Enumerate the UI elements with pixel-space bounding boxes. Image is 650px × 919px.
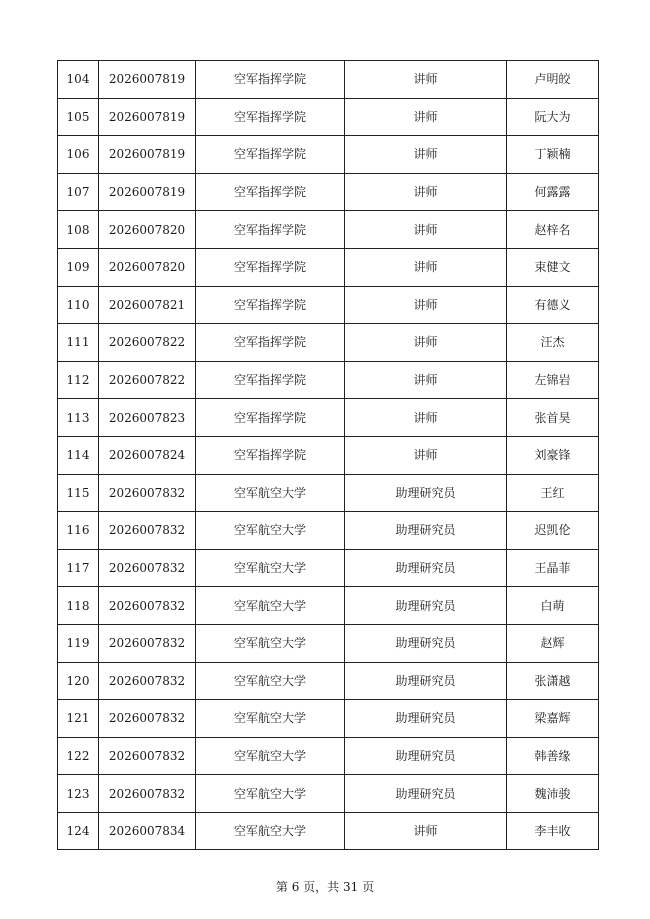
seq-cell: 110 [58,286,99,324]
code-cell: 2026007832 [99,587,196,625]
name-cell: 迟凯伦 [507,512,599,550]
unit-cell: 空军指挥学院 [196,61,345,99]
name-cell: 李丰收 [507,812,599,850]
seq-cell: 120 [58,662,99,700]
name-cell: 何露露 [507,173,599,211]
title-cell: 助理研究员 [345,549,507,587]
title-cell: 讲师 [345,812,507,850]
code-cell: 2026007820 [99,248,196,286]
title-cell: 讲师 [345,136,507,174]
table-row [58,775,599,813]
title-cell: 讲师 [345,173,507,211]
name-cell: 汪杰 [507,324,599,362]
unit-cell: 空军指挥学院 [196,286,345,324]
seq-cell: 107 [58,173,99,211]
title-cell: 讲师 [345,436,507,474]
unit-cell: 空军指挥学院 [196,436,345,474]
table-row [58,361,599,399]
name-cell: 赵辉 [507,624,599,662]
unit-cell: 空军航空大学 [196,662,345,700]
unit-cell: 空军指挥学院 [196,211,345,249]
unit-cell: 空军航空大学 [196,549,345,587]
name-cell: 阮大为 [507,98,599,136]
seq-cell: 113 [58,399,99,437]
seq-cell: 118 [58,587,99,625]
code-cell: 2026007834 [99,812,196,850]
table-row [58,211,599,249]
name-cell: 有德义 [507,286,599,324]
name-cell: 丁颖楠 [507,136,599,174]
table-row [58,624,599,662]
seq-cell: 117 [58,549,99,587]
name-cell: 白萌 [507,587,599,625]
title-cell: 讲师 [345,324,507,362]
title-cell: 讲师 [345,399,507,437]
title-cell: 助理研究员 [345,662,507,700]
unit-cell: 空军指挥学院 [196,136,345,174]
seq-cell: 104 [58,61,99,99]
seq-cell: 119 [58,624,99,662]
roster-table [57,60,599,850]
title-cell: 助理研究员 [345,700,507,738]
seq-cell: 124 [58,812,99,850]
name-cell: 韩善缘 [507,737,599,775]
name-cell: 左锦岩 [507,361,599,399]
code-cell: 2026007832 [99,662,196,700]
roster-table-body [58,61,599,850]
name-cell: 张潇越 [507,662,599,700]
unit-cell: 空军航空大学 [196,474,345,512]
unit-cell: 空军指挥学院 [196,361,345,399]
code-cell: 2026007822 [99,324,196,362]
seq-cell: 121 [58,700,99,738]
table-row [58,474,599,512]
table-row [58,61,599,99]
seq-cell: 123 [58,775,99,813]
seq-cell: 122 [58,737,99,775]
seq-cell: 109 [58,248,99,286]
title-cell: 助理研究员 [345,512,507,550]
name-cell: 赵梓名 [507,211,599,249]
table-row [58,173,599,211]
code-cell: 2026007820 [99,211,196,249]
code-cell: 2026007821 [99,286,196,324]
name-cell: 刘豪锋 [507,436,599,474]
table-row [58,549,599,587]
unit-cell: 空军航空大学 [196,812,345,850]
title-cell: 讲师 [345,98,507,136]
title-cell: 助理研究员 [345,624,507,662]
title-cell: 助理研究员 [345,474,507,512]
seq-cell: 115 [58,474,99,512]
table-row [58,512,599,550]
table-row [58,324,599,362]
unit-cell: 空军航空大学 [196,775,345,813]
title-cell: 讲师 [345,361,507,399]
code-cell: 2026007824 [99,436,196,474]
unit-cell: 空军航空大学 [196,700,345,738]
code-cell: 2026007823 [99,399,196,437]
seq-cell: 112 [58,361,99,399]
title-cell: 讲师 [345,286,507,324]
unit-cell: 空军指挥学院 [196,173,345,211]
code-cell: 2026007832 [99,624,196,662]
code-cell: 2026007819 [99,173,196,211]
page-footer [0,878,650,895]
unit-cell: 空军指挥学院 [196,324,345,362]
seq-cell: 108 [58,211,99,249]
table-row [58,662,599,700]
unit-cell: 空军指挥学院 [196,248,345,286]
table-row [58,587,599,625]
seq-cell: 106 [58,136,99,174]
name-cell: 王红 [507,474,599,512]
code-cell: 2026007819 [99,98,196,136]
table-row [58,812,599,850]
unit-cell: 空军航空大学 [196,512,345,550]
table-row [58,136,599,174]
unit-cell: 空军航空大学 [196,624,345,662]
code-cell: 2026007832 [99,775,196,813]
seq-cell: 105 [58,98,99,136]
name-cell: 王晶菲 [507,549,599,587]
code-cell: 2026007832 [99,549,196,587]
name-cell: 卢明皎 [507,61,599,99]
table-row [58,98,599,136]
seq-cell: 114 [58,436,99,474]
table-row [58,737,599,775]
name-cell: 束健文 [507,248,599,286]
seq-cell: 111 [58,324,99,362]
code-cell: 2026007832 [99,474,196,512]
table-row [58,436,599,474]
title-cell: 助理研究员 [345,587,507,625]
table-row [58,700,599,738]
title-cell: 讲师 [345,248,507,286]
seq-cell: 116 [58,512,99,550]
title-cell: 助理研究员 [345,737,507,775]
code-cell: 2026007832 [99,737,196,775]
table-row [58,286,599,324]
roster-sheet [57,60,593,850]
page-number-label: 第 6 页，共 31 页 [275,880,375,894]
name-cell: 梁嘉辉 [507,700,599,738]
name-cell: 魏沛骏 [507,775,599,813]
code-cell: 2026007832 [99,700,196,738]
code-cell: 2026007819 [99,136,196,174]
unit-cell: 空军航空大学 [196,737,345,775]
unit-cell: 空军航空大学 [196,587,345,625]
title-cell: 助理研究员 [345,775,507,813]
table-row [58,248,599,286]
code-cell: 2026007819 [99,61,196,99]
unit-cell: 空军指挥学院 [196,399,345,437]
table-row [58,399,599,437]
code-cell: 2026007822 [99,361,196,399]
title-cell: 讲师 [345,61,507,99]
unit-cell: 空军指挥学院 [196,98,345,136]
title-cell: 讲师 [345,211,507,249]
code-cell: 2026007832 [99,512,196,550]
name-cell: 张首昊 [507,399,599,437]
